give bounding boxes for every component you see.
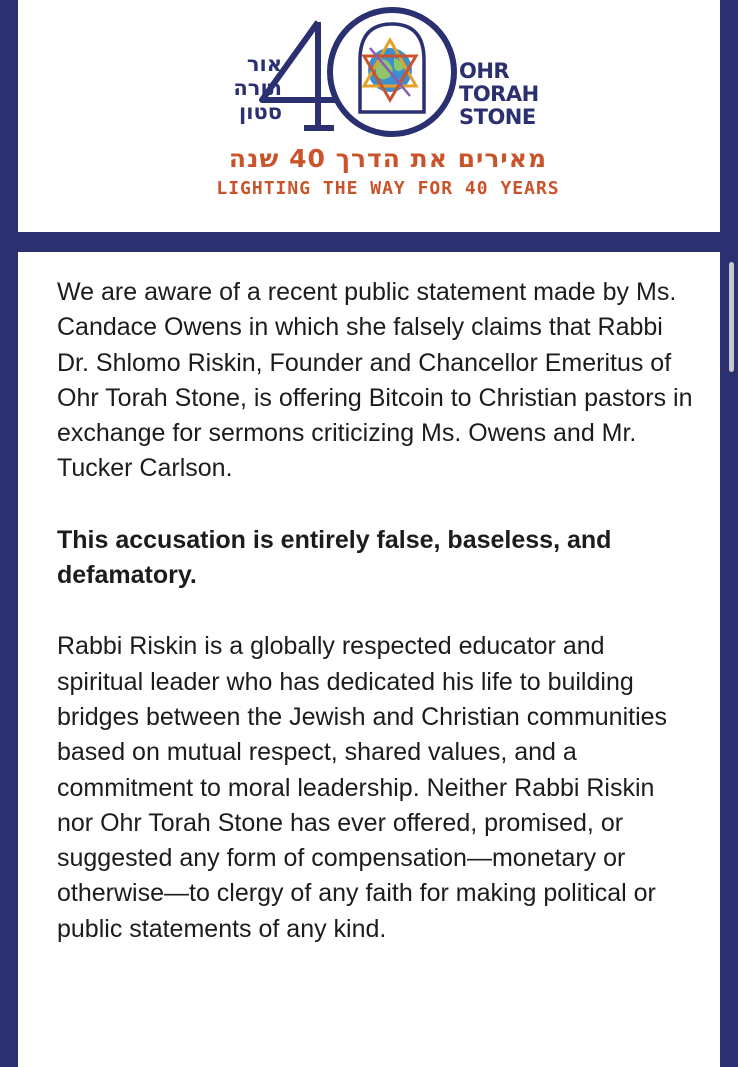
hebrew-name-line: אור bbox=[246, 52, 282, 76]
statement-card bbox=[18, 252, 720, 1067]
english-name-line: STONE bbox=[459, 105, 536, 129]
hebrew-name-line: סטון bbox=[239, 100, 282, 124]
statement-paragraph: We are aware of a recent public statement made by Ms. Candace Owens in which she falsely claims that Rabbi Dr. Shlomo Riskin, Founder and Chancellor Emeritus of Ohr Torah Stone, is offering Bitcoin to Christian pastors in exchange for sermons criticizing Ms. Owens and Mr. Tucker Carlson. bbox=[57, 278, 693, 483]
ohr-torah-stone-40-logo bbox=[18, 0, 720, 140]
tagline-hebrew: מאירים את הדרך 40 שנה bbox=[228, 144, 548, 173]
statement-paragraph: Rabbi Riskin is a globally respected educator and spiritual leader who has dedicated his life to building bridges between the Jewish and Christian communities based on mutual respect, shared values, and a commitment to moral leadership. Neither Rabbi Riskin nor Ohr Torah Stone has ever offered, promised, or suggested any form of compensation—monetary or otherwise—to clergy of any faith for making political or public statements of any kind. bbox=[57, 632, 668, 943]
statement-body bbox=[57, 275, 697, 983]
hebrew-name-line: תורה bbox=[233, 76, 282, 100]
scrollbar-thumb[interactable] bbox=[729, 262, 734, 372]
english-name-line: TORAH bbox=[459, 82, 539, 106]
tagline-english: LIGHTING THE WAY FOR 40 YEARS bbox=[216, 178, 560, 199]
statement-emphasis: This accusation is entirely false, baseless, and defamatory. bbox=[57, 525, 612, 590]
logo-header bbox=[18, 0, 720, 232]
english-name-line: OHR bbox=[459, 59, 510, 83]
